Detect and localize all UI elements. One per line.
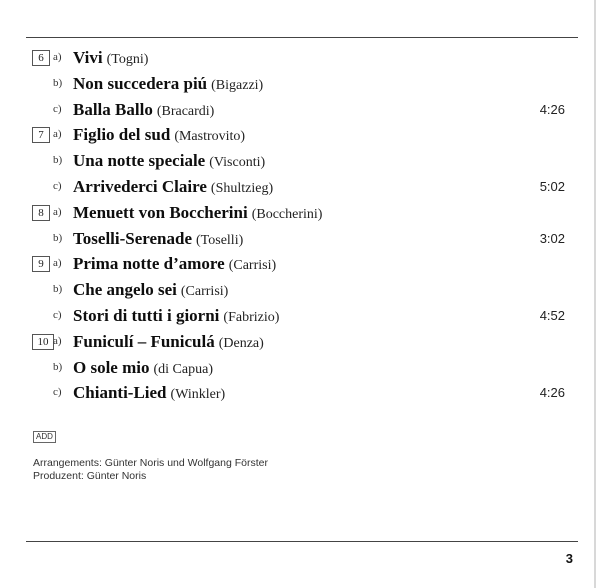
- track-row: [30, 148, 570, 174]
- track-composer: (Visconti): [209, 155, 266, 171]
- track-number-box: 8: [32, 205, 50, 221]
- track-letter: a): [53, 51, 62, 63]
- top-rule: [26, 37, 578, 38]
- track-title: Prima notte d’amore: [73, 254, 225, 274]
- track-number-box: 7: [32, 127, 50, 143]
- track-title: Balla Ballo: [73, 99, 153, 119]
- track-title: Vivi: [73, 48, 103, 67]
- track-letter: b): [53, 231, 63, 244]
- track-composer: (Denza): [218, 335, 264, 351]
- track-composer: (Carrisi): [180, 284, 229, 300]
- track-letter: b): [53, 76, 63, 89]
- track-composer: (Bracardi): [156, 103, 215, 119]
- track-composer: (Carrisi): [228, 258, 277, 274]
- track-letter: c): [53, 179, 62, 192]
- track-title: Stori di tutti i giorni: [73, 305, 220, 325]
- track-row: [30, 226, 570, 252]
- track-row: [30, 122, 570, 148]
- track-composer: (Fabrizio): [223, 309, 280, 325]
- track-title: Non succedera piú: [73, 73, 208, 93]
- track-time: 3:02: [539, 230, 565, 246]
- track-row: [30, 380, 570, 406]
- track-composer: (Winkler): [170, 387, 226, 403]
- producer-credit: Produzent: Günter Noris: [33, 470, 147, 482]
- track-title: Toselli-Serenade: [73, 228, 193, 248]
- track-letter: c): [53, 308, 62, 321]
- track-composer: (Togni): [106, 52, 149, 67]
- track-time: 4:26: [539, 101, 565, 117]
- track-title: O sole mio: [73, 357, 150, 377]
- track-title: Menuett von Boccherini: [73, 202, 248, 222]
- track-row: [30, 277, 570, 303]
- track-row: [30, 97, 570, 123]
- track-composer: (Bigazzi): [211, 77, 264, 93]
- track-number-box: 10: [32, 334, 54, 350]
- bottom-rule: [26, 541, 578, 542]
- page-number: 3: [565, 551, 573, 566]
- track-number-box: 9: [32, 256, 50, 272]
- track-time: 5:02: [539, 178, 565, 194]
- track-list: [30, 45, 570, 406]
- track-letter: a): [53, 128, 62, 141]
- credits: [33, 457, 268, 483]
- track-row: [30, 355, 570, 381]
- track-composer: (Toselli): [196, 232, 244, 248]
- track-row: [30, 45, 570, 71]
- track-row: [30, 329, 570, 355]
- track-row: [30, 200, 570, 226]
- track-title: Funiculí – Funiculá: [73, 331, 215, 351]
- track-letter: c): [53, 102, 62, 115]
- track-composer: (Shultzieg): [210, 180, 274, 196]
- track-composer: (Boccherini): [251, 206, 323, 222]
- track-letter: a): [53, 257, 62, 270]
- track-row: [30, 71, 570, 97]
- track-letter: c): [53, 386, 62, 399]
- page-edge: [594, 0, 596, 588]
- add-badge: ADD: [33, 431, 56, 443]
- track-letter: a): [53, 334, 62, 347]
- track-composer: (Mastrovito): [174, 129, 246, 145]
- track-title: Una notte speciale: [73, 151, 206, 171]
- track-title: Arrivederci Claire: [73, 176, 207, 196]
- track-row: [30, 174, 570, 200]
- track-time: 4:52: [539, 307, 565, 323]
- arrangements-credit: Arrangements: Günter Noris und Wolfgang Förster: [33, 457, 268, 469]
- track-title: Figlio del sud: [73, 125, 171, 145]
- track-number-box: 6: [32, 50, 50, 66]
- track-title: Che angelo sei: [73, 280, 177, 300]
- track-time: 4:26: [539, 385, 565, 401]
- track-letter: b): [53, 360, 63, 373]
- track-row: [30, 303, 570, 329]
- track-letter: b): [53, 154, 63, 167]
- track-row: [30, 251, 570, 277]
- track-letter: a): [53, 205, 62, 218]
- track-letter: b): [53, 283, 63, 296]
- track-composer: (di Capua): [153, 361, 213, 377]
- track-title: Chianti-Lied: [73, 383, 167, 403]
